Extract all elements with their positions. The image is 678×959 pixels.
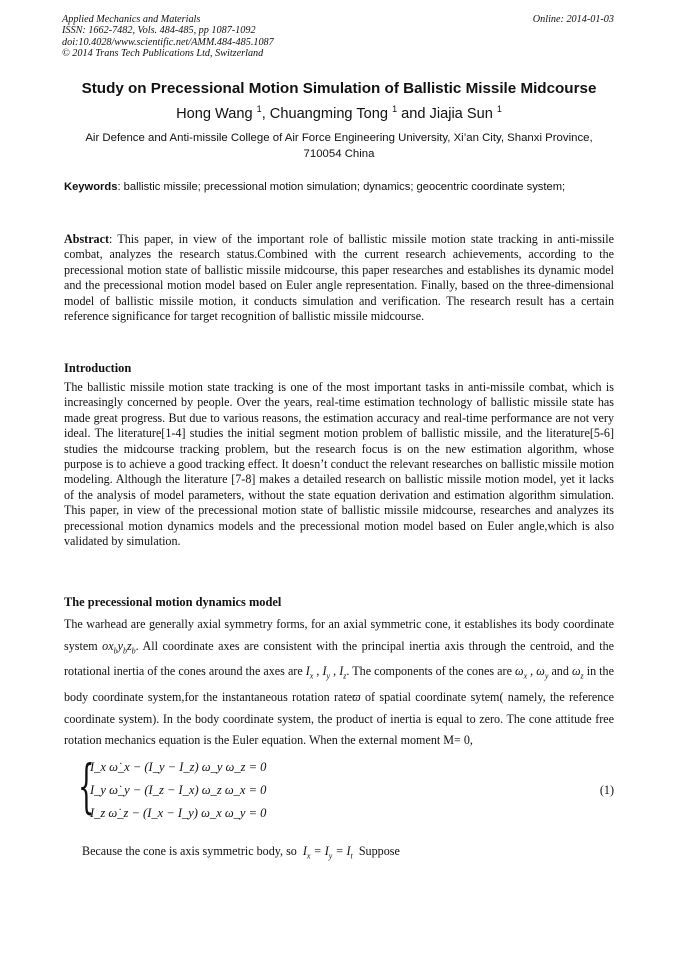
- left-brace-icon: {: [78, 752, 95, 820]
- journal-header: [62, 14, 614, 59]
- equation-line: I_x ω̇_x − (I_y − I_z) ω_y ω_z = 0: [90, 760, 267, 774]
- paper-title: Study on Precessional Motion Simulation of Ballistic Missile Midcourse: [81, 80, 597, 97]
- affiliation: Air Defence and Anti-missile College of Air Force Engineering University, Xi’an City, Shanxi Province, 710054 China: [85, 132, 593, 160]
- abstract-text: : This paper, in view of the important role of ballistic missile motion state tracking in anti-missile combat, analyzes the research status.Combined with the current research achievements, according to the precessional motion state of ballistic missile midcourse, this paper researches and establishes its dynamic model and the precessional motion model based on Euler angle representation. Finally, based on the three-dimensional model of ballistic missile motion, it conducts simulation and verification. The research result has a certain reference significance for target recognition of ballistic missile midcourse.: [64, 232, 614, 324]
- keywords-block: [64, 180, 614, 194]
- math-omega-xy: $\omega_x$ , $\omega_y$: [515, 664, 549, 681]
- author-separator: ,: [261, 105, 270, 122]
- math-axis-symmetry: $I_x = I_y = I_t$: [302, 844, 353, 861]
- dynamics-paragraph: [64, 614, 614, 752]
- keywords-label: Keywords: [64, 181, 118, 193]
- author-separator: and: [397, 105, 430, 122]
- journal-name: Applied Mechanics and Materials: [62, 14, 201, 25]
- math-omega-z: $\omega_z$: [571, 664, 584, 681]
- dynamics-text: . All coordinate axes are consistent with the principal inertia axis through the centroid, and the rotational inertia of the cones around the axes are: [64, 638, 614, 679]
- closing-text: Because the cone is axis symmetric body, so: [82, 844, 297, 858]
- closing-text: Suppose: [358, 844, 400, 858]
- issn-line: ISSN: 1662-7482, Vols. 484-485, pp 1087-1092: [62, 25, 256, 37]
- closing-line: [82, 844, 614, 864]
- author-name: Chuangming Tong: [269, 105, 388, 122]
- keywords-text: : ballistic missile; precessional motion simulation; dynamics; geocentric coordinate system;: [117, 181, 566, 193]
- equation-line: I_y ω̇_y − (I_z − I_x) ω_z ω_x = 0: [90, 783, 267, 797]
- author-list: [40, 104, 638, 122]
- author-name: Hong Wang: [176, 105, 253, 122]
- dynamics-text: The warhead are generally axial symmetry forms, for an axial symmetric cone, it establishes its body coordinate system: [64, 617, 614, 653]
- math-body-frame: $ox_by_bz_b$: [102, 638, 136, 655]
- dynamics-text: in the body coordinate system,for the instantaneous rotation rate: [64, 664, 614, 705]
- math-inertia: $I_x$ , $I_y$ , $I_z$: [305, 664, 347, 681]
- dynamics-text: of spatial coordinate sytem( namely, the reference coordinate system). In the body coordinate system, the product of inertia is equal to zero. The cone attitude free rotation mechanics equation is the Euler equation. When the external moment M= 0,: [64, 690, 614, 748]
- author-affil-mark: 1: [392, 104, 398, 114]
- abstract-block: [64, 232, 614, 324]
- author-affil-mark: 1: [256, 104, 262, 114]
- section-heading-dynamics: The precessional motion dynamics model: [64, 595, 282, 609]
- author-name: Jiajia Sun: [429, 105, 493, 122]
- abstract-label: Abstract: [64, 232, 110, 246]
- dynamics-text: and: [551, 664, 569, 679]
- dynamics-text: . The components of the cones are: [346, 664, 512, 679]
- math-omega-vec: ϖ: [352, 690, 361, 705]
- introduction-text: The ballistic missile motion state tracking is one of the most important tasks in anti-missile combat, which is increasingly concerned by people. Over the years, real-time estimation technology of ballistic missile state has made great progress. But due to various reasons, the estimation accuracy and real-time performance are not very ideal. The literature[1-4] studies the initial segment motion problem of ballistic missile, and the literature[5-6] studies the midcourse tracking problem, but the research focus is on the new estimation algorithm, whose purpose is to achieve a good tracking effect. It doesn’t conduct the relevant researches on ballistic missile motion modeling. Although the literature [7-8] makes a detailed research on ballistic missile motion model, yet it lacks of the analysis of model parameters, without the state equation derivation and estimation algorithm simulation. This paper, in view of the precessional motion state of ballistic missile midcourse, researches and analyzes its precessional motion dynamics models and the precessional motion model based on Euler angle,which is also validated by simulation.: [64, 380, 614, 549]
- equation-line: I_z ω̇_z − (I_x − I_y) ω_x ω_y = 0: [90, 806, 267, 820]
- equation-number: (1): [599, 783, 614, 797]
- doi-line: doi:10.4028/www.scientific.net/AMM.484-485.1087: [62, 36, 274, 48]
- euler-equations: [78, 752, 298, 824]
- section-heading-introduction: Introduction: [64, 361, 132, 375]
- copyright-line: © 2014 Trans Tech Publications Ltd, Switzerland: [62, 47, 264, 59]
- author-affil-mark: 1: [496, 104, 502, 114]
- online-date: Online: 2014-01-03: [532, 14, 614, 25]
